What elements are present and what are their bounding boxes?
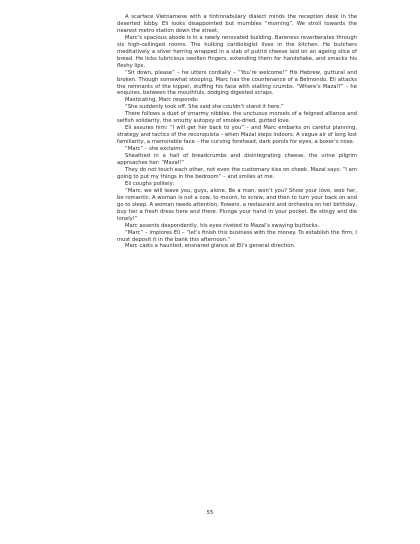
paragraph: Sheathed in a hail of breadcrumbs and disintegrating cheese, the urine pilgrim approaches her: “Mazal!”: [117, 153, 357, 167]
paragraph: Marc assents despondently, his eyes riveted to Mazal’s swaying buttocks.: [125, 222, 320, 229]
paragraph: Masticating, Marc responds:: [125, 97, 199, 104]
paragraph: Eli assures him: “I will get her back to you” – and Marc embarks on careful planning, strategy and tactics of the reconquista – when Mazal steps indoors. A vague air of long lost familiarity, a memorable face – the curving forehead, dark ponds for eyes, a boxer’s nose.: [117, 125, 357, 146]
paragraph: “She suddenly took off. She said she couldn’t stand it here.”: [125, 104, 284, 111]
paragraph: “Marc, we will leave you, guys, alone. Be a man, won’t you? Show your love, woo her, be romantic. A woman is not a cow, to mount, to screw, and then to turn your back on and go to sleep. A woman needs attention, flowers, a restaurant and orchestra on her birthday, buy her a fresh dress here and there. Plunge your hand in your pocket. Be stingy and die lonely!”: [117, 187, 357, 222]
paragraph: “Sit down, please” – he utters cordially – “You’re welcome!” His Hebrew, guttural and broken. Though somewhat stooping, Marc has the countenance of a Belmondo. Eli attacks the remnants of the kipper, stuffing his face with stalling crumbs. “Where’s Mazal?” – he enquires, between the mouthfuls, dodging digested scraps.: [117, 69, 357, 97]
paragraph: “Marc” – she exclaims.: [125, 146, 185, 153]
paragraph: “Marc” – implores Eli – “let’s finish this business with the money. To establish the firm, I must deposit it in the bank this afternoon.”: [117, 229, 357, 243]
paragraph: A scarface Vietnamese with a tintinnabulary dialect minds the reception desk in the deserted lobby. Eli looks disappointed but mumbles “morning”. We stroll towards the nearest metro station down the street.: [117, 14, 357, 34]
paragraph: Marc’s spacious abode is in a newly renovated building. Bareness reverberates through six high-ceilinged rooms. The hulking cardiologist lives in the kitchen. He butchers meditatively a silver herring wrapped in a slab of putrid cheese laid on an ageing slice of bread. He licks lubricious swollen fingers, extending them for handshake, and smacks his fleshy lips.: [117, 34, 357, 69]
paragraph: They do not touch each other, not even the customary kiss on cheek. Mazal says: “I am going to put my things in the bedroom” – and smiles at me.: [117, 166, 357, 180]
paragraph: Marc casts a haunted, ensnared glance at Eli’s general direction.: [125, 243, 296, 250]
paragraph: Eli coughs politely:: [125, 180, 175, 187]
paragraph: There follows a duet of smarmy nibbles, the unctuous morsels of a feigned alliance and selfish solidarity, the smutty autopsy of smoke-dried, gutted love.: [117, 111, 357, 125]
page-number: 55: [206, 510, 214, 516]
body-text: [117, 14, 357, 250]
